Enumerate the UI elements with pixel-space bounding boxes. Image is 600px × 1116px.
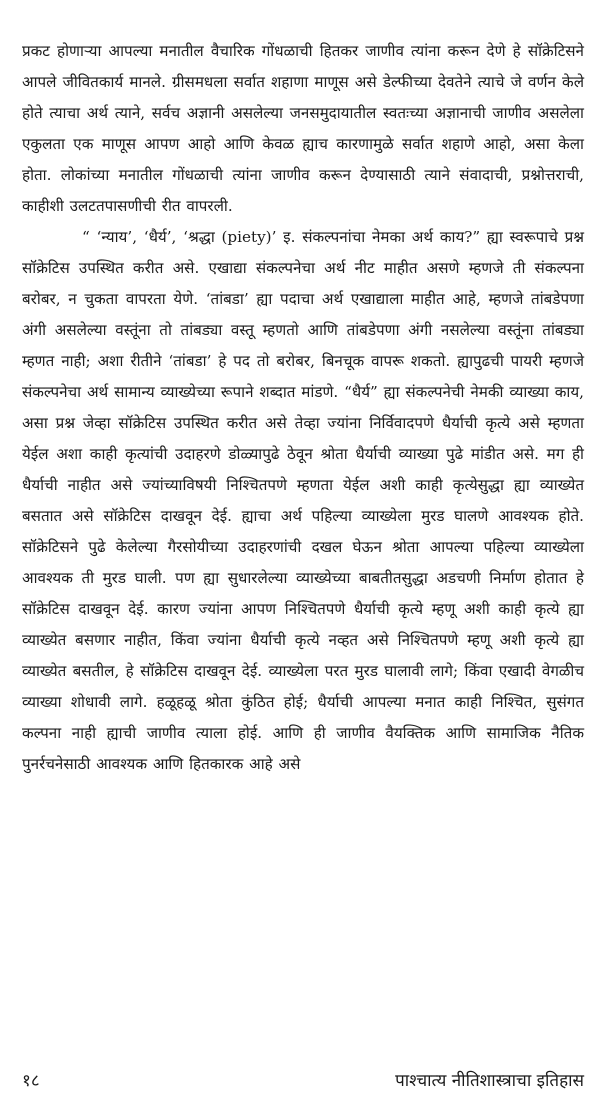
paragraph-1: प्रकट होणाऱ्या आपल्या मनातील वैचारिक गोंधळाची हितकर जाणीव त्यांना करून देणे हे सॉक्रेटिसने आपले जीवितकार्य मानले. ग्रीसमधला सर्वात शहाणा माणूस असे डेल्फीच्या देवतेने त्याचे जे वर्णन केले होते त्याचा अर्थ त्याने, सर्वच अज्ञानी असलेल्या जनसमुदायातील स्वतःच्या अज्ञानाची जाणीव असलेला एकुलता एक माणूस आपण आहो आणि केवळ ह्याच कारणामुळे सर्वात शहाणे आहो, असा केला होता. लोकांच्या मनातील गोंधळाची त्यांना जाणीव करून देण्यासाठी त्याने संवादाची, प्रश्नोत्तराची, काहीशी उलटतपासणीची रीत वापरली. [22,42,584,215]
page-number: १८ [22,1071,40,1091]
page-body [22,36,584,780]
page-footer [22,1068,584,1094]
paragraph-2: “ ‘न्याय’, ‘धैर्य’, ‘श्रद्धा (piety)’ इ. संकल्पनांचा नेमका अर्थ काय?” ह्या स्वरूपाचे प्रश्न सॉक्रेटिस उपस्थित करीत असे. एखाद्या संकल्पनेचा अर्थ नीट माहीत असणे म्हणजे ती संकल्पना बरोबर, न चुकता वापरता येणे. ‘तांबडा’ ह्या पदाचा अर्थ एखाद्याला माहीत आहे, म्हणजे तांबडेपणा अंगी असलेल्या वस्तूंना तो तांबड्या वस्तू म्हणतो आणि तांबडेपणा अंगी नसलेल्या वस्तूंना तांबड्या म्हणत नाही; अशा रीतीने ‘तांबडा’ हे पद तो बरोबर, बिनचूक वापरू शकतो. ह्यापुढची पायरी म्हणजे संकल्पनेचा अर्थ सामान्य व्याख्येच्या रूपाने शब्दात मांडणे. “धैर्य” ह्या संकल्पनेची नेमकी व्याख्या काय, असा प्रश्न जेव्हा सॉक्रेटिस उपस्थित करीत असे तेव्हा ज्यांना निर्विवादपणे धैर्याची कृत्ये असे म्हणता येईल अशा काही कृत्यांची उदाहरणे डोळ्यापुढे ठेवून श्रोता धैर्याची व्याख्या पुढे मांडीत असे. मग ही धैर्याची नाहीत असे ज्यांच्याविषयी निश्चितपणे म्हणता येईल अशी काही कृत्येसुद्धा ह्या व्याख्येत बसतात असे सॉक्रेटिस दाखवून देई. ह्याचा अर्थ पहिल्या व्याख्येला मुरड घालणे आवश्यक होते. सॉक्रेटिसने पुढे केलेल्या गैरसोयीच्या उदाहरणांची दखल घेऊन श्रोता आपल्या पहिल्या व्याख्येला आवश्यक ती मुरड घाली. पण ह्या सुधारलेल्या व्याख्येच्या बाबतीतसुद्धा अडचणी निर्माण होतात हे सॉक्रेटिस दाखवून देई. कारण ज्यांना आपण निश्चितपणे धैर्याची कृत्ये म्हणू अशी काही कृत्ये ह्या व्याख्येत बसणार नाहीत, किंवा ज्यांना धैर्याची कृत्ये नव्हत असे निश्चितपणे म्हणू अशी कृत्ये ह्या व्याख्येत बसतील, हे सॉक्रेटिस दाखवून देई. व्याख्येला परत मुरड घालावी लागे; किंवा एखादी वेगळीच व्याख्या शोधावी लागे. हळूहळू श्रोता कुंठित होई; धैर्याची आपल्या मनात काही निश्चित, सुसंगत कल्पना नाही ह्याची जाणीव त्याला होई. आणि ही जाणीव वैयक्तिक आणि सामाजिक नैतिक पुनर्रचनेसाठी आवश्यक आणि हितकारक आहे असे [22,228,584,773]
running-title: पाश्चात्य नीतिशास्त्राचा इतिहास [395,1071,584,1091]
